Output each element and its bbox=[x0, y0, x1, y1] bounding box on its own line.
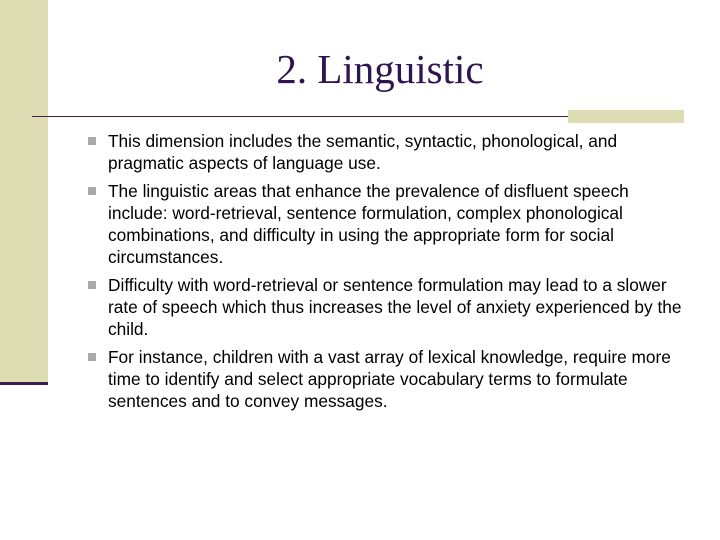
square-bullet-icon bbox=[88, 187, 96, 195]
bullet-text: This dimension includes the semantic, syntactic, phonological, and pragmatic aspects of language use. bbox=[108, 131, 618, 173]
square-bullet-icon bbox=[88, 281, 96, 289]
square-bullet-icon bbox=[88, 137, 96, 145]
bullet-item bbox=[88, 274, 688, 340]
bullet-item bbox=[88, 130, 688, 174]
slide-title: 2. Linguistic bbox=[276, 46, 484, 92]
title-accent-block bbox=[568, 110, 684, 123]
bullet-list bbox=[88, 130, 688, 418]
bullet-text: Difficulty with word-retrieval or sentence formulation may lead to a slower rate of speech which thus increases the level of anxiety experienced by the child. bbox=[108, 275, 682, 339]
left-band-bottom-rule bbox=[0, 382, 48, 385]
bullet-text: The linguistic areas that enhance the prevalence of disfluent speech include: word-retrieval, sentence formulation, complex phonological combinations, and difficulty in using the appropriate form for social circumstances. bbox=[108, 181, 629, 267]
bullet-item bbox=[88, 346, 688, 412]
bullet-text: For instance, children with a vast array of lexical knowledge, require more time to identify and select appropriate vocabulary terms to formulate sentences and to convey messages. bbox=[108, 347, 671, 411]
square-bullet-icon bbox=[88, 353, 96, 361]
bullet-item bbox=[88, 180, 688, 268]
